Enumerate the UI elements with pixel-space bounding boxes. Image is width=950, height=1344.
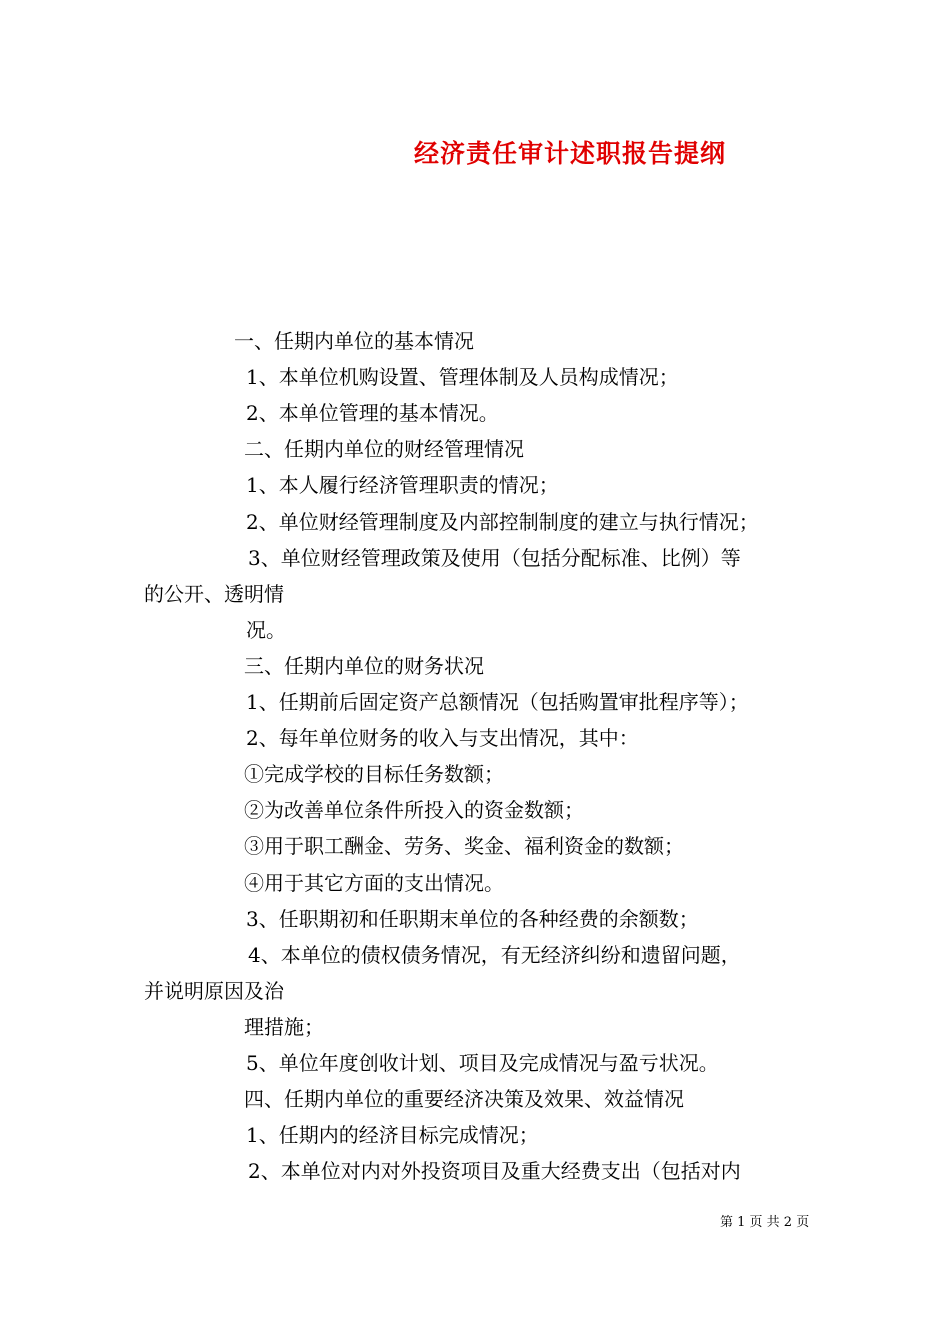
text-line: ④用于其它方面的支出情况。 <box>244 871 504 895</box>
text-line: ①完成学校的目标任务数额； <box>244 762 504 786</box>
text-line: 四、任期内单位的重要经济决策及效果、效益情况 <box>244 1087 684 1111</box>
text-line: 1、任期前后固定资产总额情况（包括购置审批程序等）； <box>246 690 749 714</box>
text-line: 2、本单位管理的基本情况。 <box>246 401 499 425</box>
text-line: 并说明原因及治 <box>144 979 284 1003</box>
text-line: 5、单位年度创收计划、项目及完成情况与盈亏状况。 <box>246 1051 719 1075</box>
text-line: 二、任期内单位的财经管理情况 <box>244 437 524 461</box>
text-line: 2、单位财经管理制度及内部控制制度的建立与执行情况； <box>246 510 759 534</box>
document-title: 经济责任审计述职报告提纲 <box>414 139 727 168</box>
text-line: 1、本单位机购设置、管理体制及人员构成情况； <box>246 365 679 389</box>
text-line: 一、任期内单位的基本情况 <box>234 329 474 353</box>
text-line: 2、每年单位财务的收入与支出情况，其中： <box>246 726 639 750</box>
page-footer: 第 1 页 共 2 页 <box>720 1215 810 1230</box>
text-line: 1、本人履行经济管理职责的情况； <box>246 473 559 497</box>
text-line: 3、任职期初和任职期末单位的各种经费的余额数； <box>246 907 699 931</box>
text-line: 2、本单位对内对外投资项目及重大经费支出（包括对内 <box>248 1159 741 1183</box>
text-line: ②为改善单位条件所投入的资金数额； <box>244 798 584 822</box>
text-line: 况。 <box>246 618 286 642</box>
text-line: 理措施； <box>244 1015 324 1039</box>
text-line: ③用于职工酬金、劳务、奖金、福利资金的数额； <box>244 834 684 858</box>
text-line: 三、任期内单位的财务状况 <box>244 654 484 678</box>
text-line: 1、任期内的经济目标完成情况； <box>246 1123 539 1147</box>
text-line: 的公开、透明情 <box>144 582 284 606</box>
text-line: 3、单位财经管理政策及使用（包括分配标准、比例）等 <box>248 546 741 570</box>
text-line: 4、本单位的债权债务情况，有无经济纠纷和遗留问题， <box>248 943 741 967</box>
